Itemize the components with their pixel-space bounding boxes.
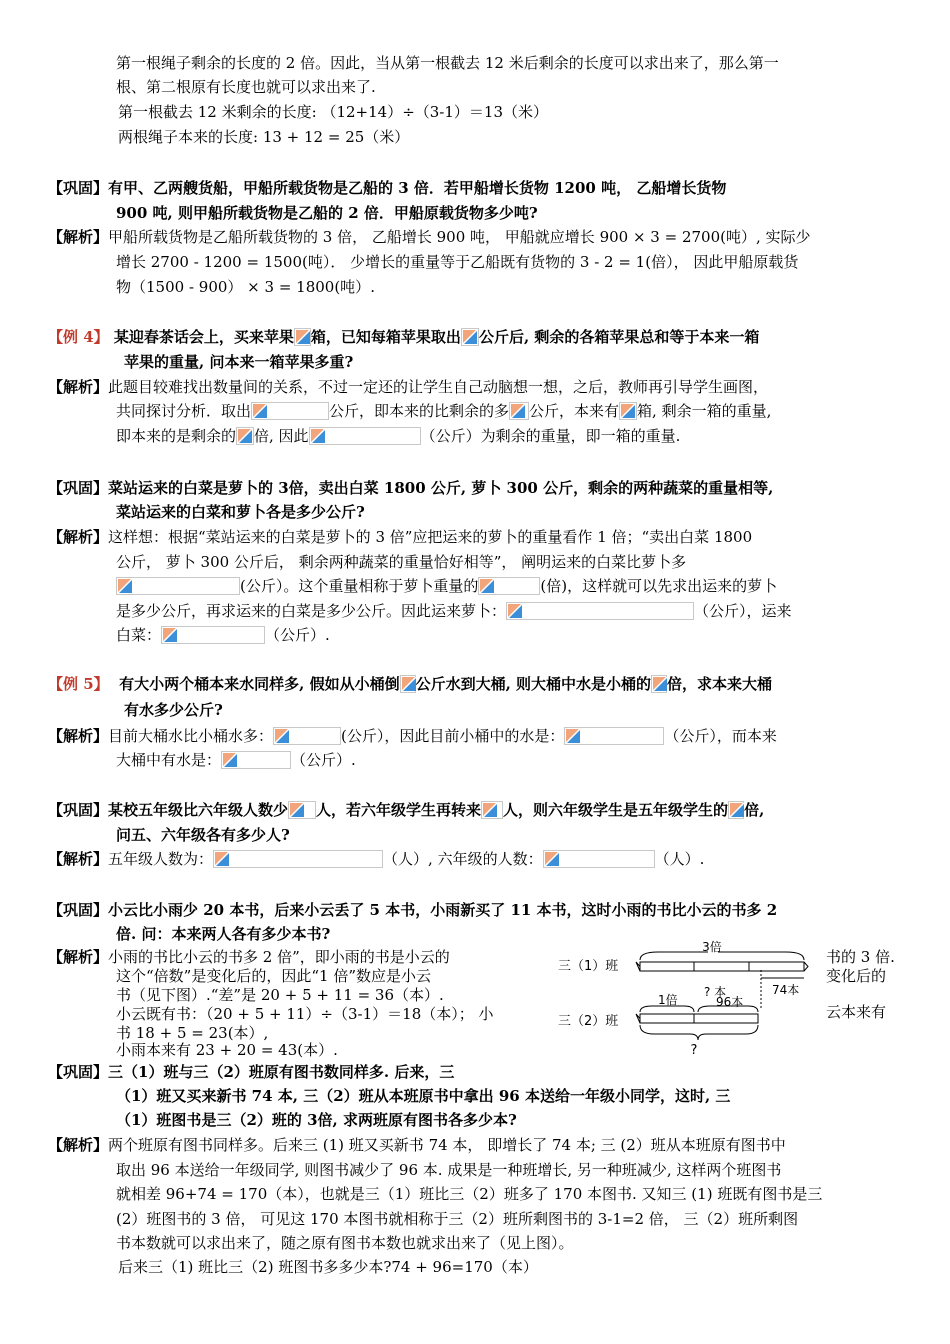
intro-line-1: 第一根绳子剩余的长度的 2 倍。因此，当从第一根截去 12 米后剩余的长度可以求出来了，那么第一 (116, 54, 779, 72)
answer-text: 公斤，本来有 (529, 402, 620, 420)
diagram-3x-label: 3倍 (702, 940, 722, 954)
analysis-tag: 【解析】 (48, 378, 109, 396)
formula-image-icon (619, 402, 637, 420)
diagram-96-label: 96本 (716, 995, 744, 1009)
answer-text: （人）. (654, 850, 705, 868)
answer-text: 倍, 因此 (254, 427, 309, 445)
books-answer-2: 这个“倍数”是变化后的，因此“1 倍”数应是小云 (116, 967, 431, 985)
answer-text: (公斤）。这个重量相称于萝卜重量的 (240, 577, 479, 595)
books-answer-right-3: 云本来有 (826, 1003, 887, 1021)
section-tag: 【巩固】 (48, 901, 109, 919)
diagram-class1-label: 三（1）班 (558, 959, 619, 974)
question-text: 公斤后, 剩余的各箱苹果总和等于本来一箱 (478, 328, 760, 346)
question-text: 公斤水到大桶, 则大桶中水是小桶的 (415, 675, 652, 693)
books-question-1 (48, 900, 777, 920)
formula-image-icon (294, 328, 311, 346)
answer-text: 此题目较难找出数量间的关系，不过一定还的让学生自己动脑想一想，之后，教师再引导学生画图， (108, 378, 769, 396)
answer-text: （公斤），运来 (694, 602, 792, 620)
bar-class1 (640, 962, 804, 971)
books-answer-3: 书（见下图）.“差”是 20 + 5 + 11 = 36（本）. (116, 986, 444, 1004)
question-text: 倍，求本来大桶 (667, 675, 773, 693)
answer-text: （人）, 六年级的人数： (383, 850, 543, 868)
ex4-question-2: 苹果的重量, 问本来一箱苹果多重? (124, 353, 354, 371)
books-answer-6: 小雨本来有 23 + 20 = 43(本）. (116, 1041, 338, 1059)
diagram-74-label: 74本 (772, 983, 800, 997)
formula-image-icon (461, 328, 479, 346)
intro-line-2: 根、第二根原有长度也就可以求出来了. (116, 78, 376, 96)
veg-answer-4 (116, 601, 792, 621)
formula-image-icon (161, 626, 265, 644)
veg-question-1 (48, 478, 773, 498)
answer-text: 是多少公斤，再求运来的白菜是多少公斤。因此运来萝卜： (116, 602, 507, 620)
brace-bottom (640, 1025, 758, 1040)
answer-text: 两个班原有图书同样多。后来三 (1) 班又买新书 74 本， 即增长了 74 本; 三 (2）班从本班原有图书中 (108, 1136, 786, 1154)
formula-image-icon (478, 577, 540, 595)
question-text: 某迎春茶话会上，买来苹果 (113, 328, 294, 346)
ship-question-1 (48, 178, 726, 198)
answer-text: 即本来的是剩余的 (116, 427, 237, 445)
formula-image-icon (564, 727, 664, 745)
ex4-answer-3 (116, 426, 680, 446)
ex4-answer-2 (116, 401, 771, 421)
analysis-tag: 【解析】 (48, 850, 109, 868)
question-text: 倍, (744, 801, 765, 819)
class-answer-4: (2）班图书的 3 倍， 可见这 170 本图书就相称于三（2）班所剩图书的 3-1=2 倍， 三（2）班所剩图 (116, 1210, 799, 1228)
books-answer-right-1: 书的 3 倍. (826, 948, 895, 966)
example-tag: 【例 5】 (48, 675, 109, 693)
diagram-class2-label: 三（2）班 (558, 1014, 619, 1029)
books-question-2: 倍. 问：本来两人各有多少本书? (116, 925, 331, 943)
ship-answer-2: 增长 2700 - 1200 = 1500(吨）． 少增长的重量等于乙船既有货物的 3 - 2 = 1(倍）， 因此甲船原载货 (116, 253, 799, 271)
section-tag: 【巩固】 (48, 179, 109, 197)
intro-line-4: 两根绳子本来的长度: 13 + 12 = 25（米） (118, 128, 410, 146)
answer-text: 大桶中有水是： (116, 751, 222, 769)
grade-answer-1 (48, 849, 704, 869)
question-text: 有大小两个桶本来水同样多, 假如从小桶倒 (119, 675, 400, 693)
ex5-answer-2 (116, 750, 356, 770)
class-question-3: （1）班图书是三（2）班的 3倍, 求两班原有图书各多少本? (116, 1111, 517, 1129)
answer-text: (倍)，这样就可以先求出运来的萝卜 (540, 577, 778, 595)
analysis-tag: 【解析】 (48, 727, 109, 745)
books-answer-1 (48, 947, 450, 967)
formula-image-icon (506, 602, 694, 620)
formula-image-icon (288, 801, 316, 819)
answer-text: 共同探讨分析．取出 (116, 402, 252, 420)
answer-text: （公斤），而本来 (664, 727, 777, 745)
ship-answer-3: 物（1500 - 900） × 3 = 1800(吨）. (116, 278, 375, 296)
books-answer-4: 小云既有书：（20 + 5 + 11）÷（3-1）＝18（本）； 小 (116, 1005, 494, 1023)
veg-answer-5 (116, 625, 330, 645)
line-segment-diagram (558, 938, 818, 1056)
books-answer-right-2: 变化后的 (826, 967, 887, 985)
veg-question-2: 菜站运来的白菜和萝卜各是多少公斤? (116, 503, 365, 521)
analysis-tag: 【解析】 (48, 528, 109, 546)
grade-question-1 (48, 800, 764, 820)
analysis-tag: 【解析】 (48, 228, 109, 246)
answer-text: 箱, 剩余一箱的重量, (637, 402, 772, 420)
formula-image-icon (273, 727, 341, 745)
formula-image-icon (221, 751, 291, 769)
class-question-2: （1）班又买来新书 74 本, 三（2）班从本班原书中拿出 96 本送给一年级小同学，这时, 三 (116, 1087, 731, 1105)
ex4-answer-1 (48, 377, 768, 397)
class-question-1 (48, 1062, 454, 1082)
analysis-tag: 【解析】 (48, 948, 109, 966)
answer-text: 公斤，即本来的比剩余的多 (329, 402, 510, 420)
intro-line-3: 第一根截去 12 米剩余的长度: （12+14）÷（3-1）＝13（米） (118, 103, 548, 121)
formula-image-icon (400, 675, 416, 693)
section-tag: 【巩固】 (48, 1063, 109, 1081)
veg-answer-1 (48, 527, 752, 547)
answer-text: 这样想：根据“菜站运来的白菜是萝卜的 3 倍”应把运来的萝卜的重量看作 1 倍；“卖出白菜 1800 (108, 528, 753, 546)
answer-text: （公斤）. (265, 626, 330, 644)
formula-image-icon (116, 577, 240, 595)
formula-image-icon (543, 850, 655, 868)
example-tag: 【例 4】 (48, 328, 109, 346)
question-text: 小云比小雨少 20 本书，后来小云丢了 5 本书，小雨新买了 11 本书，这时小雨的书比小云的书多 2 (108, 901, 778, 919)
formula-image-icon (509, 402, 529, 420)
question-text: 菜站运来的白菜是萝卜的 3倍，卖出白菜 1800 公斤, 萝卜 300 公斤，剩余的两种蔬菜的重量相等, (108, 479, 774, 497)
formula-image-icon (728, 801, 744, 819)
answer-text: （公斤）. (291, 751, 356, 769)
ex5-answer-1 (48, 726, 777, 746)
answer-text: 白菜： (116, 626, 162, 644)
veg-answer-2: 公斤， 萝卜 300 公斤后， 剩余两种蔬菜的重量恰好相等”， 阐明运来的白菜比萝卜多 (116, 553, 687, 571)
analysis-tag: 【解析】 (48, 1136, 109, 1154)
bar-class2 (640, 1014, 758, 1023)
ex4-question-1 (48, 327, 759, 347)
diagram-unknown-books: ? 本 (704, 985, 727, 999)
question-text: 人，则六年级学生是五年级学生的 (503, 801, 729, 819)
class-answer-2: 取出 96 本送给一年级同学, 则图书减少了 96 本. 成果是一种班增长, 另一种班减少, 这样两个班图书 (116, 1161, 782, 1179)
class-answer-5: 书本数就可以求出来了，随之原有图书本数也就求出来了（见上图）。 (116, 1234, 574, 1252)
section-tag: 【巩固】 (48, 479, 109, 497)
formula-image-icon (236, 427, 254, 445)
answer-text: 目前大桶水比小桶水多： (108, 727, 274, 745)
answer-text: 五年级人数为： (108, 850, 214, 868)
answer-text: 甲船所载货物是乙船所载货物的 3 倍， 乙船增长 900 吨， 甲船就应增长 900 × 3 = 2700(吨）, 实际少 (108, 228, 811, 246)
formula-image-icon (213, 850, 383, 868)
section-tag: 【巩固】 (48, 801, 109, 819)
ship-question-2: 900 吨, 则甲船所载货物是乙船的 2 倍．甲船原载货物多少吨? (116, 204, 538, 222)
formula-image-icon (251, 402, 329, 420)
diagram-question-mark: ? (690, 1043, 698, 1056)
diagram-1x-label: 1倍 (658, 993, 678, 1007)
brace-top (640, 952, 804, 960)
answer-text: 小雨的书比小云的书多 2 倍”，即小雨的书是小云的 (108, 948, 450, 966)
answer-text: (公斤），因此目前小桶中的水是： (341, 727, 565, 745)
class-answer-3: 就相差 96+74 = 170（本），也就是三（1）班比三（2）班多了 170 本图书. 又知三 (1) 班既有图书是三 (116, 1185, 823, 1203)
formula-image-icon (481, 801, 503, 819)
formula-image-icon (651, 675, 667, 693)
books-answer-5: 书 18 + 5 = 23(本）, (116, 1024, 269, 1042)
ship-answer-1 (48, 227, 811, 247)
class-answer-1 (48, 1135, 786, 1155)
ex5-question-2: 有水多少公斤? (124, 701, 223, 719)
question-text: 有甲、乙两艘货船，甲船所载货物是乙船的 3 倍．若甲船增长货物 1200 吨， 乙船增长货物 (108, 179, 727, 197)
answer-text: （公斤）为剩余的重量，即一箱的重量. (420, 427, 681, 445)
class-answer-6: 后来三（1) 班比三（2) 班图书多多少本?74 + 96=170（本） (118, 1258, 538, 1276)
ex5-question-1 (48, 674, 772, 694)
question-text: 某校五年级比六年级人数少 (108, 801, 289, 819)
grade-question-2: 问五、六年级各有多少人? (116, 826, 290, 844)
veg-answer-3 (116, 576, 777, 596)
question-text: 人，若六年级学生再转来 (316, 801, 482, 819)
question-text: 箱，已知每箱苹果取出 (310, 328, 461, 346)
question-text: 三（1）班与三（2）班原有图书数同样多. 后来，三 (108, 1063, 455, 1081)
formula-image-icon (309, 427, 421, 445)
